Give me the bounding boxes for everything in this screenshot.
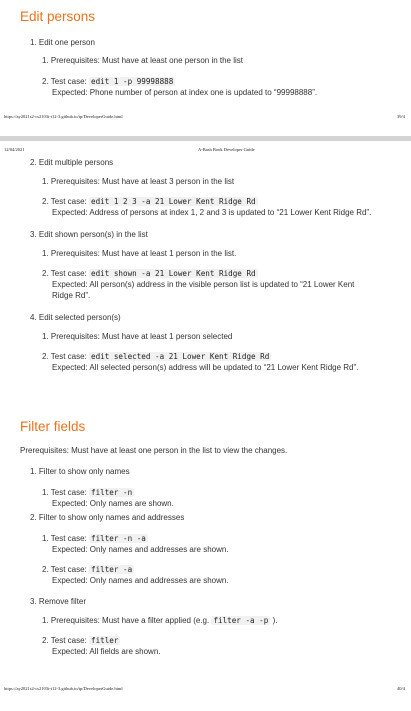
header-date: 12/04/2021 <box>4 147 25 152</box>
footer-page-number: 39/4 <box>397 114 406 119</box>
expected-text: Expected: All person(s) address in the visible person list is updated to “21 Lower Kent <box>52 280 355 289</box>
expected-text: Expected: All fields are shown. <box>52 647 161 656</box>
list-item: 1. Filter to show only names <box>30 467 130 476</box>
paragraph: Prerequisites: Must have at least one person in the list to view the changes. <box>20 446 288 455</box>
list-item: 4. Edit selected person(s) <box>30 313 121 322</box>
code-snippet: filter -a -p <box>213 616 269 625</box>
expected-text: Expected: Only names are shown. <box>52 499 174 508</box>
section-heading-edit-persons: Edit persons <box>20 9 96 24</box>
list-item: 2. Test case: edit selected -a 21 Lower Kent Ridge Rd <box>42 352 270 361</box>
list-item: 1. Prerequisites: Must have a filter applied (e.g. filter -a -p ). <box>42 616 278 625</box>
code-snippet: filter -a <box>91 565 133 574</box>
code-snippet: fitler <box>91 636 119 645</box>
expected-text: Expected: Phone number of person at index one is updated to “99998888”. <box>52 88 318 97</box>
list-item: 2. Test case: edit 1 2 3 -a 21 Lower Kent Ridge Rd <box>42 197 256 206</box>
expected-text: Ridge Rd”. <box>52 291 91 300</box>
code-snippet: filter -n -a <box>91 534 146 543</box>
expected-text: Expected: Address of persons at index 1, 2 and 3 is updated to “21 Lower Kent Ridge Rd”. <box>52 208 372 217</box>
list-item: 1. Test case: filter -n -a <box>42 534 146 543</box>
list-item: 1. Test case: filter -n <box>42 488 133 497</box>
section-heading-filter-fields: Filter fields <box>20 419 86 434</box>
footer-url: https://ay2021s2-cs2103t-t12-3.github.io/tp/DeveloperGuide.html <box>4 686 123 691</box>
list-item: 2. Test case: fitler <box>42 636 119 645</box>
expected-text: Expected: Only names and addresses are shown. <box>52 545 229 554</box>
footer-page-number: 40/4 <box>397 686 406 691</box>
list-item: 2. Test case: edit 1 -p 99998888 <box>42 77 174 86</box>
pdf-page-40 <box>0 141 411 711</box>
list-item: 2. Filter to show only names and addresses <box>30 513 185 522</box>
header-title: A-Bash Book Developer Guide <box>198 147 255 152</box>
expected-text: Expected: All selected person(s) address will be updated to “21 Lower Kent Ridge Rd”. <box>52 363 359 372</box>
footer-url: https://ay2021s2-cs2103t-t12-3.github.io/tp/DeveloperGuide.html <box>4 114 123 119</box>
list-item: 1. Prerequisites: Must have at least 1 person in the list. <box>42 249 237 258</box>
list-item: 2. Test case: filter -a <box>42 565 133 574</box>
code-snippet: edit 1 2 3 -a 21 Lower Kent Ridge Rd <box>91 197 256 206</box>
pdf-page-39 <box>0 0 411 136</box>
list-item: 1. Prerequisites: Must have at least one person in the list <box>42 56 244 65</box>
list-item: 3. Remove filter <box>30 597 87 606</box>
list-item: 1. Prerequisites: Must have at least 3 person in the list <box>42 177 235 186</box>
list-item: 1. Prerequisites: Must have at least 1 person selected <box>42 332 233 341</box>
list-item: 2. Test case: edit shown -a 21 Lower Kent Ridge Rd <box>42 269 256 278</box>
list-item: 3. Edit shown person(s) in the list <box>30 230 148 239</box>
list-item: 2. Edit multiple persons <box>30 158 114 167</box>
expected-text: Expected: Only names and addresses are shown. <box>52 576 229 585</box>
list-item: 1. Edit one person <box>30 38 95 47</box>
code-snippet: edit selected -a 21 Lower Kent Ridge Rd <box>91 352 270 361</box>
code-snippet: edit shown -a 21 Lower Kent Ridge Rd <box>91 269 256 278</box>
code-snippet: filter -n <box>91 488 133 497</box>
code-snippet: edit 1 -p 99998888 <box>91 77 174 86</box>
